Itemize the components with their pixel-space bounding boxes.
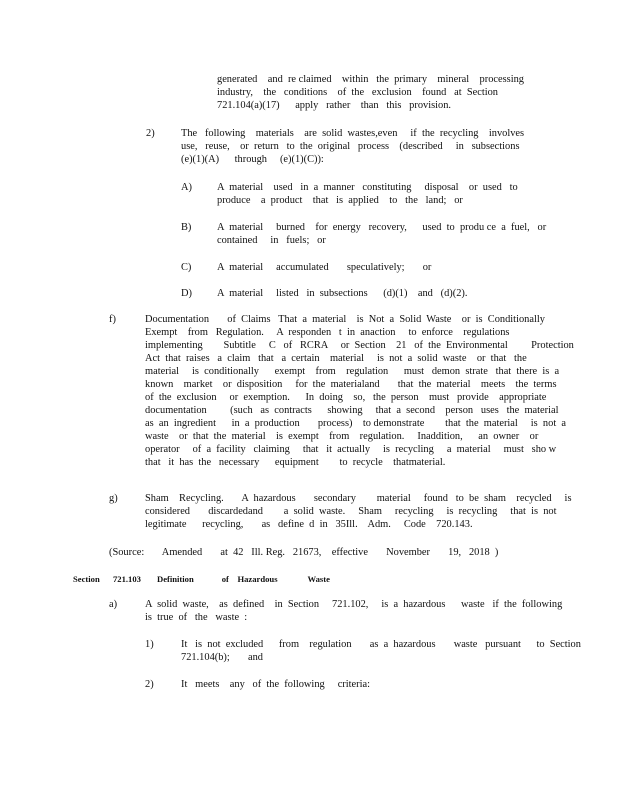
section-label: Section [73, 574, 100, 584]
sub-c-paragraph: A material accumulated speculatively; or [217, 262, 432, 273]
sub-b-marker: B) [181, 222, 192, 233]
sub-c-marker: C) [181, 262, 192, 273]
item-f-marker: f) [109, 314, 116, 325]
item-f-paragraph: Documentation of Claims That a material is Not a Solid Waste or is Conditionally Exempt from Regulation. A responden t in anaction to enforce regulations implementing Subtitle C of RCRA or Section 21 of the Environmental Protection Act that raises a claim that a certain material is not a solid waste or that the material is conditionally exempt from regulation must demon strate that there is a known market or disposition for the materialand that the material meets the terms of the exclusion or exemption. In doing so, the person must provide appropriate documentation (such as contracts showing that a second person uses the material as an ingredient in a production process) to demonstrate that the material is not a waste or that the material is exempt from regulation. Inaddition, an owner or operator of a facility claiming that it actually is recycling a material must sho w that it has the necessary equipment to recycle thatmaterial. [145, 314, 574, 468]
item-a2-paragraph: It meets any of the following criteria: [181, 679, 370, 690]
item-2-paragraph: The following materials are solid wastes,even if the recycling involves use, reuse, or return to the original process (described in subsections (e)(1)(A) through (e)(1)(C)): [181, 128, 525, 165]
item-2-marker: 2) [146, 128, 155, 139]
sub-d-paragraph: A material listed in subsections (d)(1) and (d)(2). [217, 288, 468, 299]
source-note: (Source: Amended at 42 Ill. Reg. 21673, effective November 19, 2018 ) [109, 547, 499, 558]
sub-a-paragraph: A material used in a manner constituting disposal or used to produce a product that is applied to the land; or [217, 182, 518, 206]
section-title: Definition of Hazardous Waste [157, 574, 330, 584]
item-a2-marker: 2) [145, 679, 154, 690]
item-a-paragraph: A solid waste, as defined in Section 721.102, is a hazardous waste if the following is true of the waste : [145, 599, 563, 623]
continuation-paragraph: generated and re claimed within the primary mineral processing industry, the conditions of the exclusion found at Section 721.104(a)(17) apply rather than this provision. [217, 74, 525, 111]
sub-d-marker: D) [181, 288, 192, 299]
section-number: 721.103 [113, 574, 141, 584]
item-g-marker: g) [109, 493, 118, 504]
item-g-paragraph: Sham Recycling. A hazardous secondary material found to be sham recycled is considered discardedand a solid waste. Sham recycling is recycling that is not legitimate recycling, as define d in 35Ill. Adm. Code 720.143. [145, 493, 572, 530]
item-a1-paragraph: It is not excluded from regulation as a hazardous waste pursuant to Section 721.104(b); and [181, 639, 581, 663]
sub-b-paragraph: A material burned for energy recovery, used to produ ce a fuel, or contained in fuels; or [217, 222, 547, 246]
item-a-marker: a) [109, 599, 118, 610]
sub-a-marker: A) [181, 182, 192, 193]
item-a1-marker: 1) [145, 639, 154, 650]
